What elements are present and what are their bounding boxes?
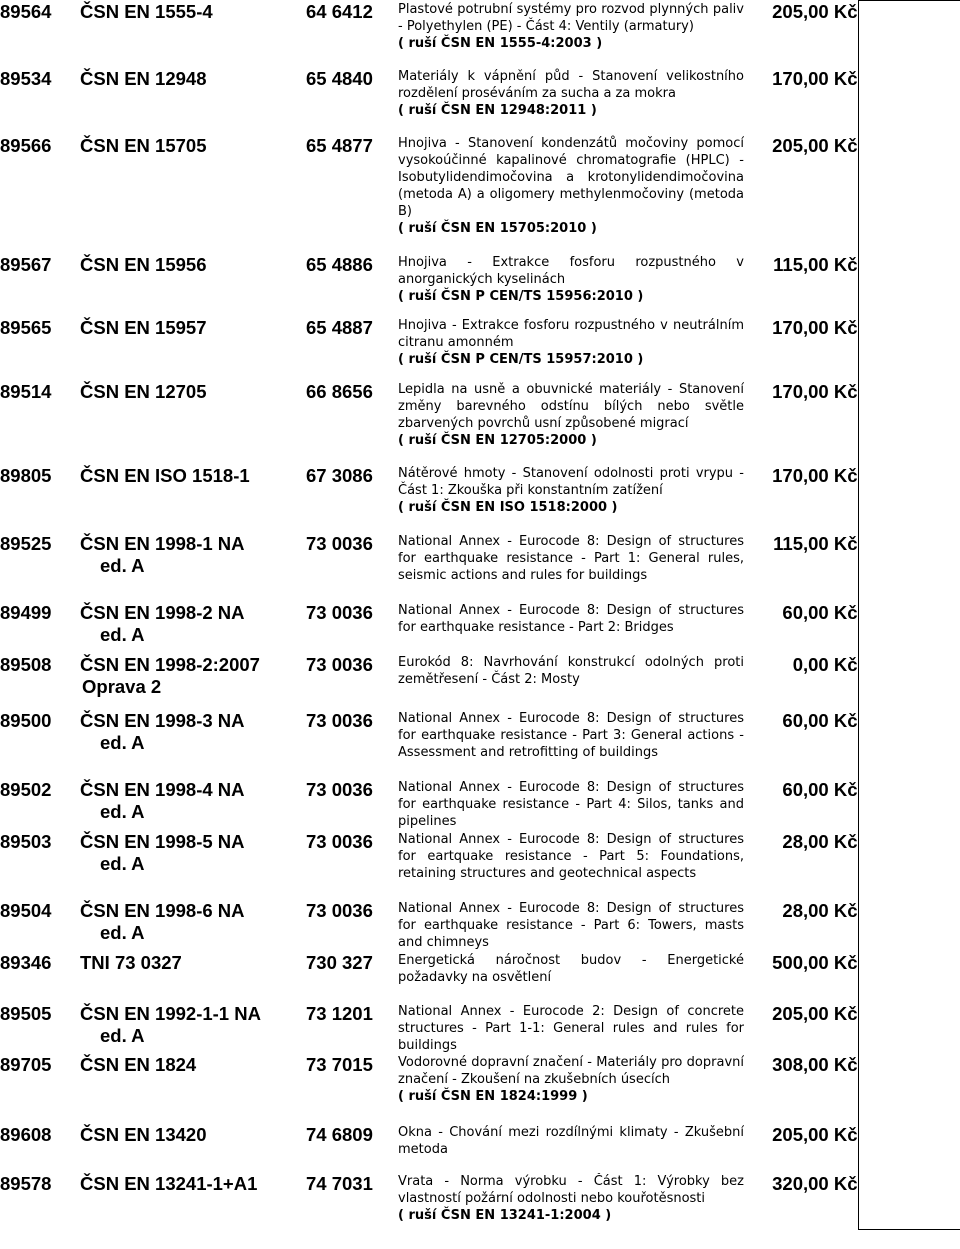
- classification-code: 73 0036: [306, 653, 373, 675]
- replaces-note: ( ruší ČSN P CEN/TS 15956:2010 ): [398, 288, 644, 304]
- standard-title: [398, 1173, 744, 1230]
- standard-designation: ČSN EN 1992-1-1 NA: [80, 1002, 261, 1024]
- standard-code: [80, 381, 306, 465]
- replaces-note: ( ruší ČSN EN 15705:2010 ): [398, 220, 597, 236]
- standard-code: [80, 654, 306, 710]
- catalog-number: 89608: [0, 1123, 52, 1145]
- order-quantity-cell: [858, 779, 960, 831]
- standard-code: [80, 68, 306, 135]
- standard-title: [398, 654, 744, 710]
- title-text: Okna - Chování mezi rozdílnými klimaty - Zkušební metoda: [398, 1124, 744, 1157]
- order-quantity-cell: [858, 654, 960, 710]
- title-text: Eurokód 8: Navrhování konstrukcí odolných proti zemětřesení - Část 2: Mosty: [398, 654, 744, 687]
- catalog-number: 89499: [0, 601, 52, 623]
- table-row: [0, 533, 960, 602]
- catalog-number: 89567: [0, 253, 52, 275]
- standard-designation: ČSN EN 13420: [80, 1123, 207, 1145]
- order-quantity-cell: [858, 1054, 960, 1124]
- standard-designation: ČSN EN ISO 1518-1: [80, 464, 250, 486]
- order-quantity-cell: [858, 1003, 960, 1054]
- price: 60,00 Kč: [782, 778, 858, 800]
- standard-code: [80, 465, 306, 533]
- standard-code: [80, 1054, 306, 1124]
- classification-code: 73 0036: [306, 830, 373, 852]
- standard-edition: Oprava 2: [82, 675, 162, 697]
- standard-title: [398, 779, 744, 831]
- classification-code: 730 327: [306, 951, 373, 973]
- table-row: [0, 779, 960, 831]
- title-text: Vrata - Norma výrobku - Část 1: Výrobky bez vlastností požární odolnosti nebo kouřotěsnosti: [398, 1173, 744, 1206]
- order-quantity-cell: [858, 900, 960, 952]
- standard-edition: ed. A: [100, 1024, 145, 1046]
- replaces-note: ( ruší ČSN P CEN/TS 15957:2010 ): [398, 351, 644, 367]
- order-quantity-cell: [858, 710, 960, 779]
- standard-edition: ed. A: [100, 731, 145, 753]
- price: 320,00 Kč: [772, 1172, 858, 1194]
- title-text: National Annex - Eurocode 8: Design of structures for earthquake resistance - Part 1: General rules, seismic actions and rules for buildings: [398, 533, 744, 583]
- standard-edition: ed. A: [100, 921, 145, 943]
- table-row: [0, 654, 960, 710]
- catalog-number: 89508: [0, 653, 52, 675]
- order-quantity-cell: [858, 68, 960, 135]
- price: 308,00 Kč: [772, 1053, 858, 1075]
- table-row: [0, 465, 960, 533]
- standard-code: [80, 602, 306, 654]
- price: 60,00 Kč: [782, 709, 858, 731]
- replaces-note: ( ruší ČSN EN 12705:2000 ): [398, 432, 597, 448]
- replaces-note: ( ruší ČSN EN 13241-1:2004 ): [398, 1207, 612, 1223]
- standard-code: [80, 831, 306, 900]
- standard-designation: ČSN EN 1555-4: [80, 0, 213, 22]
- standard-designation: ČSN EN 1998-3 NA: [80, 709, 245, 731]
- classification-code: 73 7015: [306, 1053, 373, 1075]
- price: 170,00 Kč: [772, 464, 858, 486]
- title-text: Vodorovné dopravní značení - Materiály pro dopravní značení - Zkoušení na zkušebních úsecích: [398, 1054, 744, 1087]
- standard-title: [398, 1054, 744, 1124]
- price: 0,00 Kč: [792, 653, 858, 675]
- order-quantity-cell: [858, 254, 960, 317]
- standard-title: [398, 1124, 744, 1173]
- table-row: [0, 254, 960, 317]
- standard-edition: ed. A: [100, 852, 145, 874]
- standard-code: [80, 1124, 306, 1173]
- catalog-number: 89578: [0, 1172, 52, 1194]
- standard-code: [80, 317, 306, 381]
- title-text: Nátěrové hmoty - Stanovení odolnosti proti vrypu - Část 1: Zkouška při konstantním zatížení: [398, 465, 744, 498]
- price: 115,00 Kč: [773, 532, 858, 554]
- table-row: [0, 1173, 960, 1230]
- standard-title: [398, 952, 744, 1003]
- title-text: National Annex - Eurocode 8: Design of structures for earthquake resistance - Part 6: Towers, masts and chimneys: [398, 900, 744, 950]
- table-row: [0, 381, 960, 465]
- standard-designation: ČSN EN 15956: [80, 253, 207, 275]
- standard-designation: ČSN EN 1998-1 NA: [80, 532, 245, 554]
- order-quantity-cell: [858, 317, 960, 381]
- table-row: [0, 900, 960, 952]
- order-quantity-cell: [858, 602, 960, 654]
- classification-code: 73 0036: [306, 899, 373, 921]
- standard-title: [398, 465, 744, 533]
- price: 205,00 Kč: [772, 134, 858, 156]
- order-quantity-cell: [858, 831, 960, 900]
- standard-title: [398, 1003, 744, 1054]
- classification-code: 74 7031: [306, 1172, 373, 1194]
- table-row: [0, 1054, 960, 1124]
- title-text: Materiály k vápnění půd - Stanovení velikostního rozdělení proséváním za sucha a za mokra: [398, 68, 744, 101]
- standard-code: [80, 952, 306, 1003]
- title-text: Hnojiva - Stanovení kondenzátů močoviny pomocí vysokoúčinné kapalinové chromatografie (HPLC) - Isobutylidendimočovina a krotonylidendimočovina (metoda A) a oligomery methylenmočoviny (metoda B): [398, 135, 744, 219]
- classification-code: 74 6809: [306, 1123, 373, 1145]
- table-row: [0, 135, 960, 254]
- standard-designation: ČSN EN 1998-5 NA: [80, 830, 245, 852]
- standard-edition: ed. A: [100, 800, 145, 822]
- table-row: [0, 1003, 960, 1054]
- catalog-number: 89564: [0, 0, 52, 22]
- table-row: [0, 1, 960, 68]
- standard-designation: ČSN EN 1998-2 NA: [80, 601, 245, 623]
- table-row: [0, 317, 960, 381]
- order-quantity-cell: [858, 381, 960, 465]
- catalog-number: 89514: [0, 380, 52, 402]
- order-quantity-cell: [858, 135, 960, 254]
- classification-code: 65 4877: [306, 134, 373, 156]
- table-row: [0, 602, 960, 654]
- standard-title: [398, 602, 744, 654]
- replaces-note: ( ruší ČSN EN 1555-4:2003 ): [398, 35, 603, 51]
- standard-designation: ČSN EN 1824: [80, 1053, 197, 1075]
- catalog-number: 89566: [0, 134, 52, 156]
- price: 205,00 Kč: [772, 1002, 858, 1024]
- standard-edition: ed. A: [100, 623, 145, 645]
- standard-designation: TNI 73 0327: [80, 951, 182, 973]
- order-quantity-cell: [858, 1124, 960, 1173]
- table-row: [0, 68, 960, 135]
- catalog-number: 89805: [0, 464, 52, 486]
- title-text: National Annex - Eurocode 8: Design of structures for earthquake resistance - Part 2: Bridges: [398, 602, 744, 635]
- standard-title: [398, 317, 744, 381]
- price: 28,00 Kč: [782, 830, 858, 852]
- standard-code: [80, 135, 306, 254]
- price: 170,00 Kč: [772, 67, 858, 89]
- order-quantity-cell: [858, 952, 960, 1003]
- title-text: Hnojiva - Extrakce fosforu rozpustného v neutrálním citranu amonném: [398, 317, 744, 350]
- catalog-number: 89502: [0, 778, 52, 800]
- table-row: [0, 952, 960, 1003]
- standard-title: [398, 710, 744, 779]
- standard-title: [398, 135, 744, 254]
- title-text: Plastové potrubní systémy pro rozvod plynných paliv - Polyethylen (PE) - Část 4: Ventily (armatury): [398, 1, 744, 34]
- standard-edition: ed. A: [100, 554, 145, 576]
- standard-code: [80, 533, 306, 602]
- catalog-number: 89505: [0, 1002, 52, 1024]
- title-text: Energetická náročnost budov - Energetické požadavky na osvětlení: [398, 952, 744, 985]
- standard-title: [398, 381, 744, 465]
- price: 170,00 Kč: [772, 380, 858, 402]
- standard-title: [398, 831, 744, 900]
- catalog-number: 89534: [0, 67, 52, 89]
- standard-designation: ČSN EN 1998-6 NA: [80, 899, 245, 921]
- standard-code: [80, 1, 306, 68]
- catalog-number: 89504: [0, 899, 52, 921]
- order-quantity-cell: [858, 1, 960, 68]
- standard-title: [398, 533, 744, 602]
- standard-designation: ČSN EN 15705: [80, 134, 207, 156]
- classification-code: 73 0036: [306, 601, 373, 623]
- title-text: Hnojiva - Extrakce fosforu rozpustného v anorganických kyselinách: [398, 254, 744, 287]
- standard-title: [398, 68, 744, 135]
- price: 60,00 Kč: [782, 601, 858, 623]
- classification-code: 65 4886: [306, 253, 373, 275]
- title-text: National Annex - Eurocode 8: Design of structures for eartquake resistance - Part 5: Foundations, retaining structures and geotechnical aspects: [398, 831, 744, 881]
- catalog-number: 89525: [0, 532, 52, 554]
- classification-code: 65 4887: [306, 316, 373, 338]
- replaces-note: ( ruší ČSN EN ISO 1518:2000 ): [398, 499, 618, 515]
- standard-designation: ČSN EN 12705: [80, 380, 207, 402]
- standard-designation: ČSN EN 15957: [80, 316, 207, 338]
- classification-code: 73 0036: [306, 532, 373, 554]
- standard-code: [80, 900, 306, 952]
- catalog-number: 89503: [0, 830, 52, 852]
- order-quantity-cell: [858, 1173, 960, 1230]
- catalog-number: 89500: [0, 709, 52, 731]
- standard-code: [80, 779, 306, 831]
- price: 205,00 Kč: [772, 1123, 858, 1145]
- catalog-number: 89565: [0, 316, 52, 338]
- replaces-note: ( ruší ČSN EN 1824:1999 ): [398, 1088, 588, 1104]
- standard-code: [80, 254, 306, 317]
- standard-designation: ČSN EN 1998-4 NA: [80, 778, 245, 800]
- order-quantity-cell: [858, 465, 960, 533]
- standard-designation: ČSN EN 12948: [80, 67, 207, 89]
- classification-code: 66 8656: [306, 380, 373, 402]
- standard-designation: ČSN EN 13241-1+A1: [80, 1172, 258, 1194]
- price: 28,00 Kč: [782, 899, 858, 921]
- catalog-number: 89705: [0, 1053, 52, 1075]
- standard-title: [398, 1, 744, 68]
- title-text: Lepidla na usně a obuvnické materiály - Stanovení změny barevného odstínu bílých nebo světle zbarvených povrchů usní způsobené migrací: [398, 381, 744, 431]
- standard-title: [398, 254, 744, 317]
- table-row: [0, 831, 960, 900]
- title-text: National Annex - Eurocode 2: Design of concrete structures - Part 1-1: General rules and rules for buildings: [398, 1003, 744, 1053]
- table-row: [0, 1124, 960, 1173]
- order-quantity-cell: [858, 533, 960, 602]
- replaces-note: ( ruší ČSN EN 12948:2011 ): [398, 102, 597, 118]
- standard-code: [80, 1003, 306, 1054]
- classification-code: 73 0036: [306, 778, 373, 800]
- standard-code: [80, 710, 306, 779]
- table-row: [0, 710, 960, 779]
- classification-code: 67 3086: [306, 464, 373, 486]
- price: 115,00 Kč: [773, 253, 858, 275]
- price: 500,00 Kč: [772, 951, 858, 973]
- classification-code: 73 1201: [306, 1002, 373, 1024]
- standard-code: [80, 1173, 306, 1230]
- catalog-number: 89346: [0, 951, 52, 973]
- price: 205,00 Kč: [772, 0, 858, 22]
- title-text: National Annex - Eurocode 8: Design of structures for earthquake resistance - Part 4: Silos, tanks and pipelines: [398, 779, 744, 829]
- classification-code: 73 0036: [306, 709, 373, 731]
- price: 170,00 Kč: [772, 316, 858, 338]
- standard-title: [398, 900, 744, 952]
- standard-designation: ČSN EN 1998-2:2007: [80, 653, 260, 675]
- classification-code: 64 6412: [306, 0, 373, 22]
- title-text: National Annex - Eurocode 8: Design of structures for earthquake resistance - Part 3: General actions - Assessment and retrofitting of buildings: [398, 710, 744, 760]
- classification-code: 65 4840: [306, 67, 373, 89]
